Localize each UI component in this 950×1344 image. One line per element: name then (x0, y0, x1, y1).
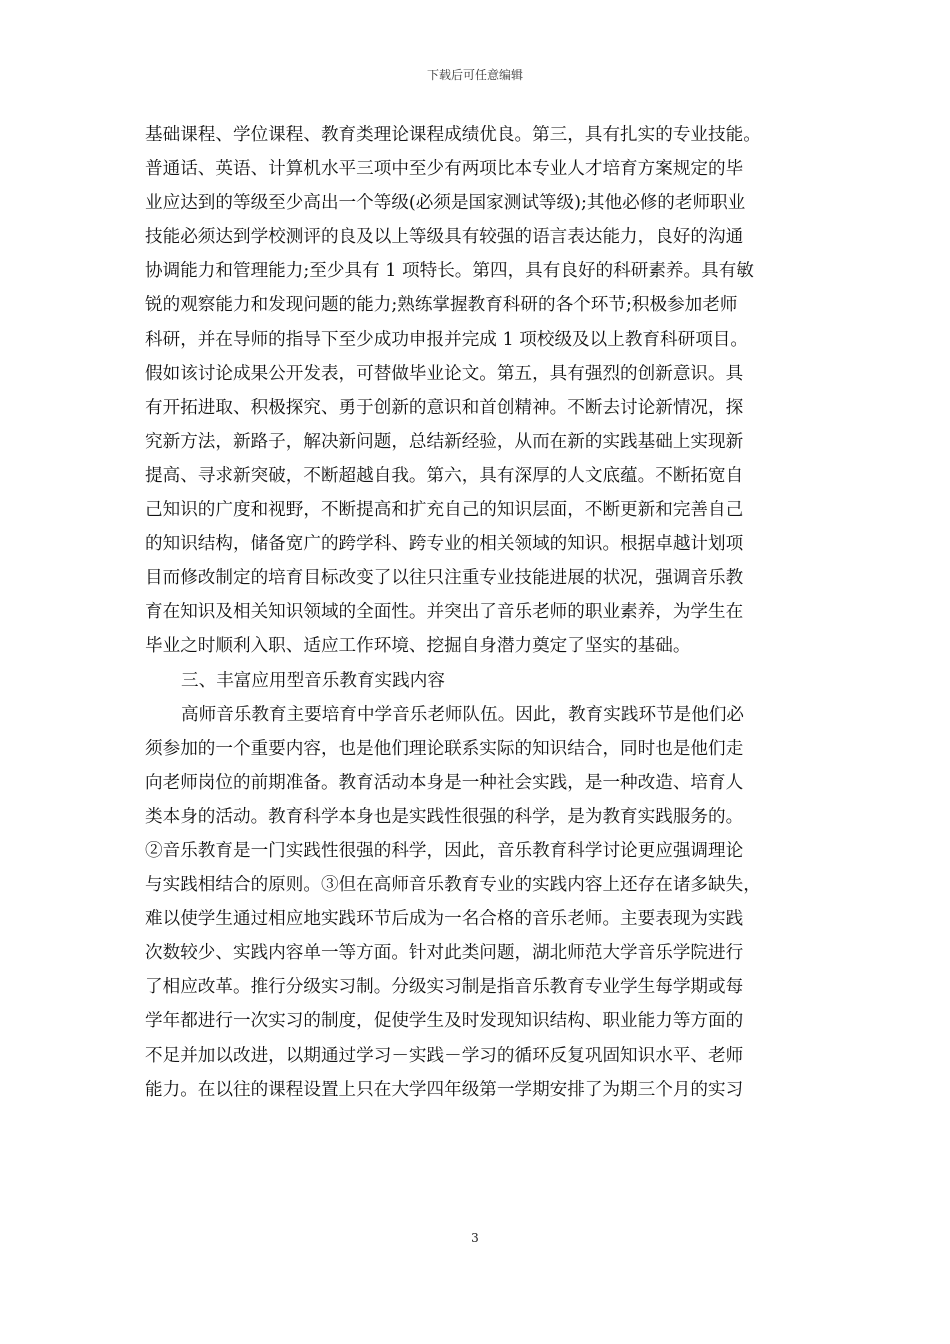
body-text-line: 高师音乐教育主要培育中学音乐老师队伍。因此，教育实践环节是他们必 (181, 704, 745, 725)
body-text-line: 己知识的广度和视野，不断提高和扩充自己的知识层面，不断更新和完善自己 (145, 500, 744, 521)
body-text-line: 的知识结构，储备宽广的跨学科、跨专业的相关领域的知识。根据卓越计划项 (145, 534, 744, 555)
body-text-line: 三、丰富应用型音乐教育实践内容 (181, 670, 445, 691)
body-text-line: 普通话、英语、计算机水平三项中至少有两项比本专业人才培育方案规定的毕 (145, 159, 744, 180)
body-text-line: 次数较少、实践内容单一等方面。针对此类问题，湖北师范大学音乐学院进行 (145, 943, 744, 964)
page-number: 3 (471, 1231, 479, 1245)
body-text-line: 能力。在以往的课程设置上只在大学四年级第一学期安排了为期三个月的实习 (145, 1079, 744, 1100)
body-text-line: 协调能力和管理能力;至少具有 1 项特长。第四，具有良好的科研素养。具有敏 (145, 261, 754, 282)
body-text-line: 类本身的活动。教育科学本身也是实践性很强的科学，是为教育实践服务的。 (145, 806, 744, 827)
body-text-line: 提高、寻求新突破，不断超越自我。第六，具有深厚的人文底蕴。不断拓宽自 (145, 465, 744, 486)
body-text-line: 学年都进行一次实习的制度，促使学生及时发现知识结构、职业能力等方面的 (145, 1011, 744, 1032)
body-text-line: 目而修改制定的培育目标改变了以往只注重专业技能进展的状况，强调音乐教 (145, 568, 744, 589)
body-text-line: 难以使学生通过相应地实践环节后成为一名合格的音乐老师。主要表现为实践 (145, 909, 744, 930)
body-text-line: 向老师岗位的前期准备。教育活动本身是一种社会实践，是一种改造、培育人 (145, 772, 744, 793)
body-text-line: 基础课程、学位课程、教育类理论课程成绩优良。第三，具有扎实的专业技能。 (145, 125, 761, 145)
body-text-line: 了相应改革。推行分级实习制。分级实习制是指音乐教育专业学生每学期或每 (145, 977, 744, 998)
body-text-line: 与实践相结合的原则。③但在高师音乐教育专业的实践内容上还存在诸多缺失， (145, 875, 761, 896)
body-text-line: 科研，并在导师的指导下至少成功申报并完成 1 项校级及以上教育科研项目。 (145, 329, 748, 350)
body-text-line: 假如该讨论成果公开发表，可替做毕业论文。第五，具有强烈的创新意识。具 (145, 363, 744, 384)
page-header: 下载后可任意编辑 (426, 68, 523, 82)
body-text-line: 须参加的一个重要内容，也是他们理论联系实际的知识结合，同时也是他们走 (145, 738, 744, 759)
document-body (145, 118, 805, 1107)
body-text-line: 锐的观察能力和发现问题的能力;熟练掌握教育科研的各个环节;积极参加老师 (145, 295, 738, 316)
body-text-line: 究新方法，新路子，解决新问题，总结新经验，从而在新的实践基础上实现新 (145, 431, 744, 452)
body-text-line: 不足并加以改进，以期通过学习－实践－学习的循环反复巩固知识水平、老师 (145, 1045, 744, 1066)
body-text-line: 业应达到的等级至少高出一个等级(必须是国家测试等级);其他必修的老师职业 (145, 193, 746, 214)
body-text-line: 育在知识及相关知识领域的全面性。并突出了音乐老师的职业素养，为学生在 (145, 602, 744, 623)
body-text-line: 毕业之时顺利入职、适应工作环境、挖掘自身潜力奠定了坚实的基础。 (145, 636, 691, 657)
body-text-line: 技能必须达到学校测评的良及以上等级具有较强的语言表达能力，良好的沟通 (145, 227, 744, 248)
body-text-line: 有开拓进取、积极探究、勇于创新的意识和首创精神。不断去讨论新情况，探 (145, 397, 744, 418)
body-text-line: ②音乐教育是一门实践性很强的科学，因此，音乐教育科学讨论更应强调理论 (145, 840, 744, 861)
